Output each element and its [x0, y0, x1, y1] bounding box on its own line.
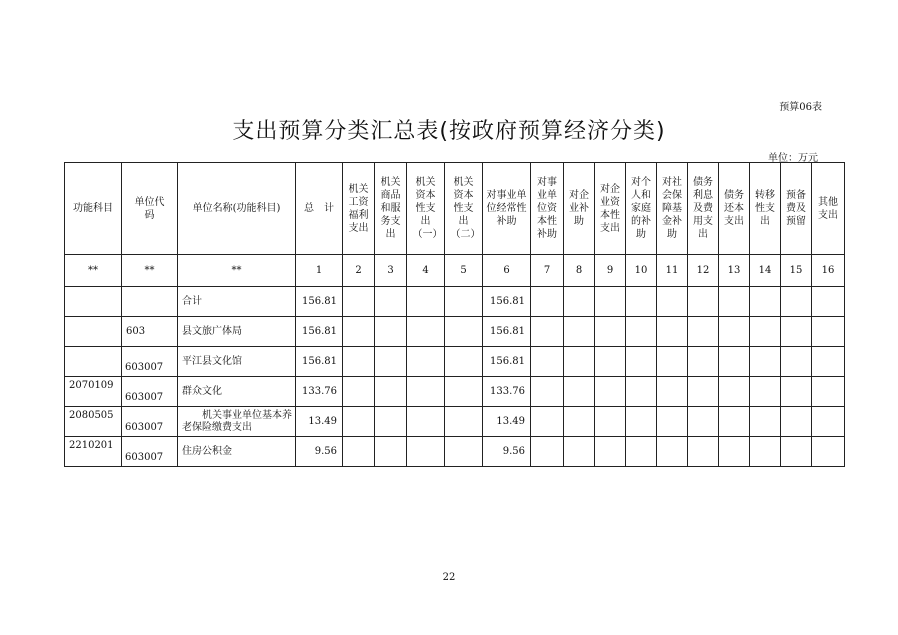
page-number: 22: [442, 572, 456, 583]
func-code-cell: 2210201: [65, 437, 122, 467]
table-row: [65, 437, 845, 467]
func-code-cell: [65, 317, 122, 347]
unit-name-cell: 住房公积金: [178, 437, 296, 467]
func-code-cell: 2070109: [65, 377, 122, 407]
header-c12: 债务利息及费用支出: [688, 163, 719, 255]
header-c3: 机关商品和服务支出: [375, 163, 407, 255]
unit-label: 单位：万元: [768, 153, 818, 164]
header-c4: 机关资本性支出（一）: [407, 163, 445, 255]
index-cell: 16: [812, 255, 845, 287]
total-cell: 13.49: [296, 407, 343, 437]
unit-name-cell: 机关事业单位基本养老保险缴费支出: [178, 407, 296, 437]
index-cell: 14: [750, 255, 781, 287]
index-cell: **: [65, 255, 122, 287]
index-cell: 6: [483, 255, 531, 287]
table-row: [65, 377, 845, 407]
index-cell: 5: [445, 255, 483, 287]
unit-code-cell: 603007: [122, 407, 178, 437]
index-cell: 4: [407, 255, 445, 287]
header-c14: 转移性支出: [750, 163, 781, 255]
total-cell: 9.56: [296, 437, 343, 467]
unit-name-cell: 平江县文化馆: [178, 347, 296, 377]
index-cell: 11: [657, 255, 688, 287]
table-row: [65, 317, 845, 347]
index-cell: 15: [781, 255, 812, 287]
total-cell: 156.81: [296, 317, 343, 347]
unit-code-cell: 603007: [122, 347, 178, 377]
index-cell: **: [122, 255, 178, 287]
c6-cell: 13.49: [483, 407, 531, 437]
unit-code-cell: 603007: [122, 437, 178, 467]
func-code-cell: 2080505: [65, 407, 122, 437]
unit-name-cell: 合计: [178, 287, 296, 317]
budget-table: [64, 162, 845, 467]
form-number: 预算06表: [779, 102, 822, 113]
c6-cell: 9.56: [483, 437, 531, 467]
index-row: [65, 255, 845, 287]
page-title: 支出预算分类汇总表(按政府预算经济分类): [232, 119, 666, 144]
total-cell: 156.81: [296, 347, 343, 377]
header-total: 总 计: [296, 163, 343, 255]
total-cell: 133.76: [296, 377, 343, 407]
index-cell: 10: [626, 255, 657, 287]
index-cell: 3: [375, 255, 407, 287]
header-c2: 机关工资福利支出: [343, 163, 375, 255]
table-row: [65, 287, 845, 317]
unit-name-cell: 群众文化: [178, 377, 296, 407]
header-c10: 对个人和家庭的补助: [626, 163, 657, 255]
index-cell: 2: [343, 255, 375, 287]
table-row: [65, 407, 845, 437]
header-c11: 对社会保障基金补助: [657, 163, 688, 255]
header-c15: 预备费及预留: [781, 163, 812, 255]
header-func-code: 功能科目: [65, 163, 122, 255]
index-cell: **: [178, 255, 296, 287]
c6-cell: 133.76: [483, 377, 531, 407]
c6-cell: 156.81: [483, 347, 531, 377]
header-c16: 其他支出: [812, 163, 845, 255]
func-code-cell: [65, 287, 122, 317]
func-code-cell: [65, 347, 122, 377]
table-row: [65, 347, 845, 377]
index-cell: 8: [564, 255, 595, 287]
header-c7: 对事业单位资本性补助: [531, 163, 564, 255]
index-cell: 9: [595, 255, 626, 287]
header-unit-name: 单位名称(功能科目): [178, 163, 296, 255]
index-cell: 12: [688, 255, 719, 287]
header-c5: 机关资本性支出（二）: [445, 163, 483, 255]
unit-code-cell: 603: [122, 317, 178, 347]
header-c9: 对企业资本性支出: [595, 163, 626, 255]
header-unit-code: 单位代码: [122, 163, 178, 255]
index-cell: 7: [531, 255, 564, 287]
total-cell: 156.81: [296, 287, 343, 317]
unit-code-cell: 603007: [122, 377, 178, 407]
header-row: [65, 163, 845, 255]
unit-code-cell: [122, 287, 178, 317]
c6-cell: 156.81: [483, 287, 531, 317]
header-c8: 对企业补助: [564, 163, 595, 255]
unit-name-cell: 县文旅广体局: [178, 317, 296, 347]
c6-cell: 156.81: [483, 317, 531, 347]
header-c13: 债务还本支出: [719, 163, 750, 255]
header-c6: 对事业单位经常性补助: [483, 163, 531, 255]
index-cell: 1: [296, 255, 343, 287]
index-cell: 13: [719, 255, 750, 287]
